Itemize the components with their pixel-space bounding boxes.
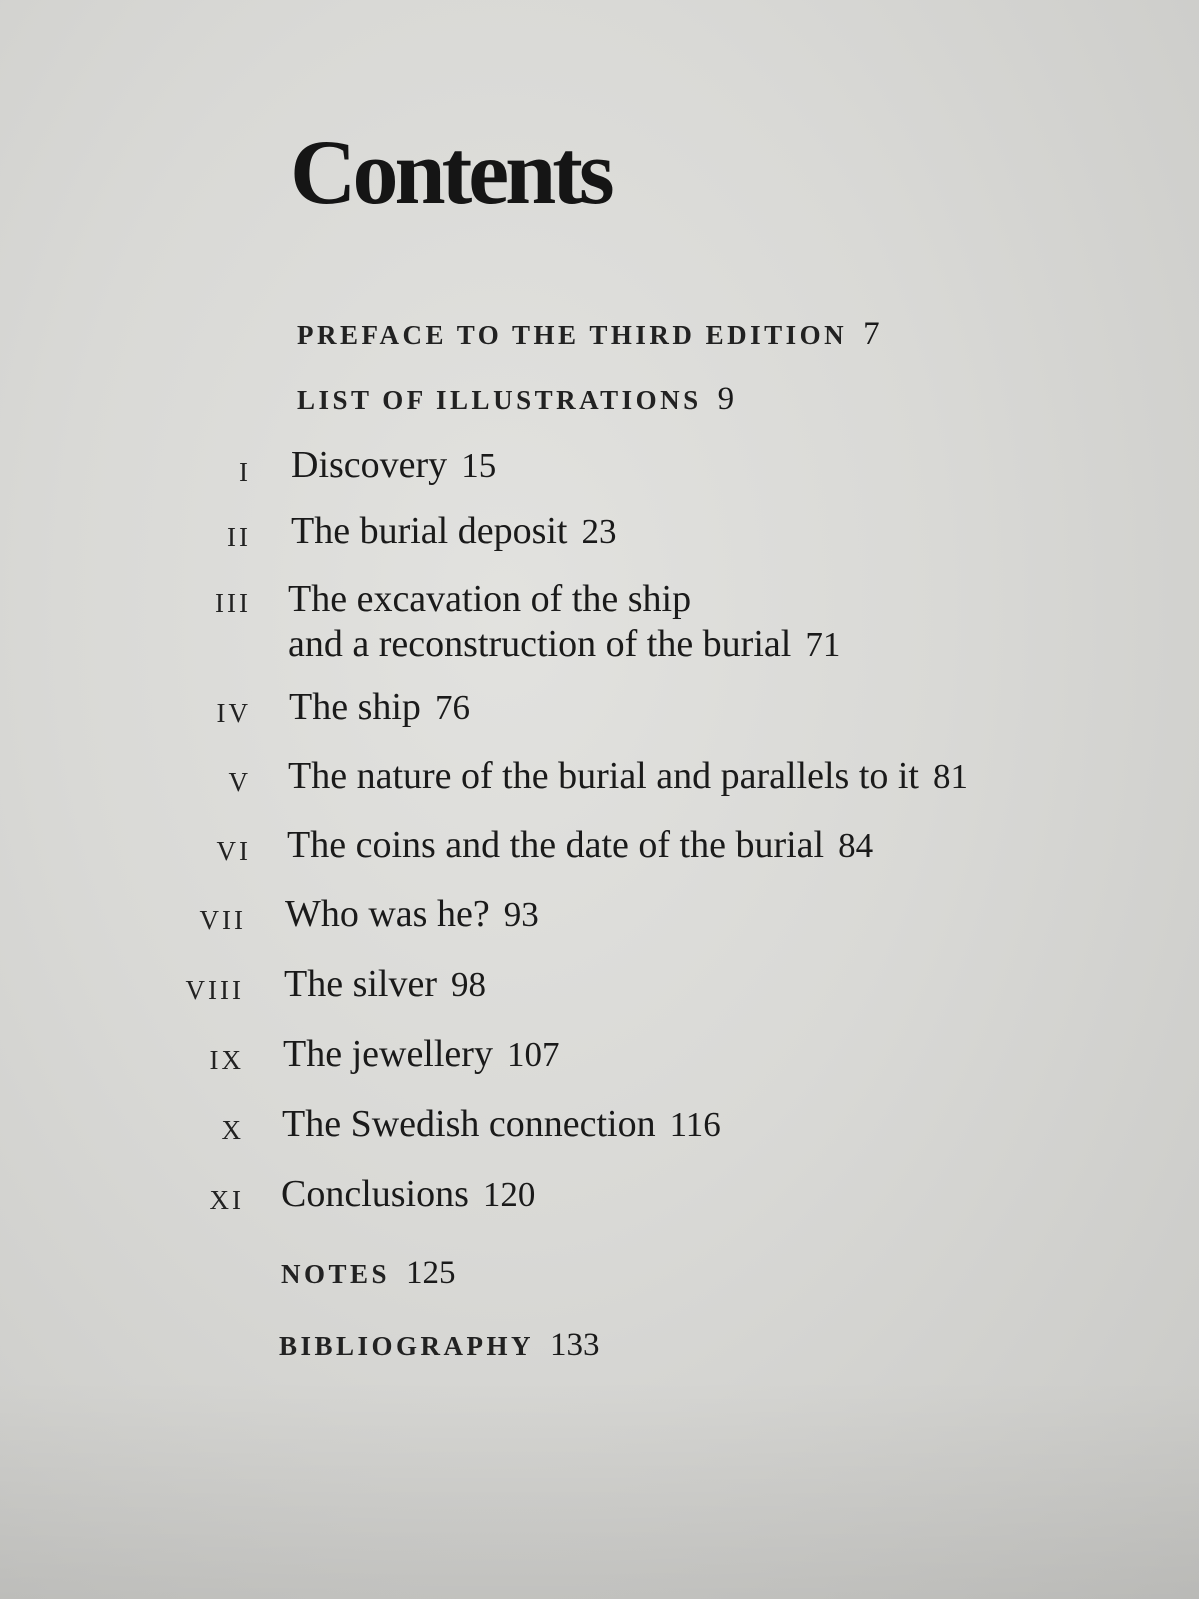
toc-entry-chapter-11 [281, 1175, 535, 1213]
toc-entry-page: 76 [434, 688, 470, 727]
toc-entry-page: 15 [461, 446, 497, 485]
chapter-numeral: VII [199, 905, 246, 935]
chapter-numeral: IX [209, 1045, 244, 1075]
toc-entry-page: 9 [717, 381, 735, 417]
chapter-numeral: V [228, 767, 251, 797]
toc-entry-chapter-6 [287, 826, 873, 864]
toc-entry-label: BIBLIOGRAPHY [279, 1331, 535, 1361]
toc-entry-preface [297, 318, 880, 351]
chapter-title: The burial deposit [291, 510, 568, 552]
toc-entry-chapter-4 [289, 688, 470, 726]
toc-entry-chapter-3 [288, 577, 840, 667]
toc-entry-illustrations [297, 383, 734, 416]
chapter-title: The coins and the date of the burial [287, 824, 825, 866]
chapter-numeral: IV [216, 698, 251, 728]
toc-entry-chapter-9 [283, 1035, 559, 1073]
chapter-title: The nature of the burial and parallels to it [288, 755, 919, 797]
toc-entry-page: 71 [805, 624, 841, 664]
page-shadow [0, 1379, 1199, 1599]
chapter-numeral: X [221, 1115, 244, 1145]
toc-entry-page: 84 [838, 826, 874, 865]
toc-entry-notes [281, 1257, 456, 1290]
toc-entry-page: 98 [451, 965, 487, 1004]
toc-entry-page: 107 [506, 1035, 560, 1074]
toc-entry-chapter-1 [291, 446, 496, 484]
toc-entry-chapter-5 [288, 757, 968, 795]
chapter-title-line-1: The excavation of the ship [288, 578, 692, 620]
chapter-title: The ship [289, 686, 421, 728]
chapter-numeral: III [215, 588, 251, 618]
toc-entry-page: 120 [482, 1175, 536, 1214]
chapter-title: Discovery [291, 444, 448, 486]
toc-entry-page: 93 [503, 895, 539, 934]
chapter-title: Who was he? [285, 893, 490, 935]
toc-entry-bibliography [279, 1329, 600, 1362]
toc-entry-chapter-8 [284, 965, 486, 1003]
toc-entry-page: 7 [863, 316, 880, 352]
toc-entry-chapter-7 [285, 895, 539, 933]
toc-entry-page: 116 [669, 1105, 721, 1144]
chapter-title: The silver [284, 963, 438, 1005]
chapter-numeral: I [239, 457, 251, 487]
chapter-title: The Swedish connection [282, 1103, 656, 1145]
chapter-numeral: II [227, 522, 251, 552]
toc-entry-page: 125 [406, 1255, 456, 1291]
page-title: Contents [290, 121, 611, 223]
chapter-numeral: XI [209, 1185, 244, 1215]
toc-entry-chapter-2 [291, 512, 616, 550]
chapter-title: The jewellery [283, 1033, 493, 1075]
toc-entry-page: 133 [550, 1327, 600, 1363]
toc-entry-label: LIST OF ILLUSTRATIONS [297, 385, 702, 415]
chapter-numeral: VI [216, 836, 251, 866]
chapter-numeral: VIII [185, 975, 244, 1005]
toc-entry-label: NOTES [281, 1259, 391, 1289]
toc-entry-page: 81 [933, 757, 968, 796]
chapter-title: Conclusions [281, 1173, 469, 1215]
toc-entry-chapter-10 [282, 1105, 721, 1143]
toc-entry-label: PREFACE TO THE THIRD EDITION [297, 320, 848, 350]
toc-entry-page: 23 [581, 512, 617, 551]
chapter-title-line-2: and a reconstruction of the burial [288, 622, 792, 665]
